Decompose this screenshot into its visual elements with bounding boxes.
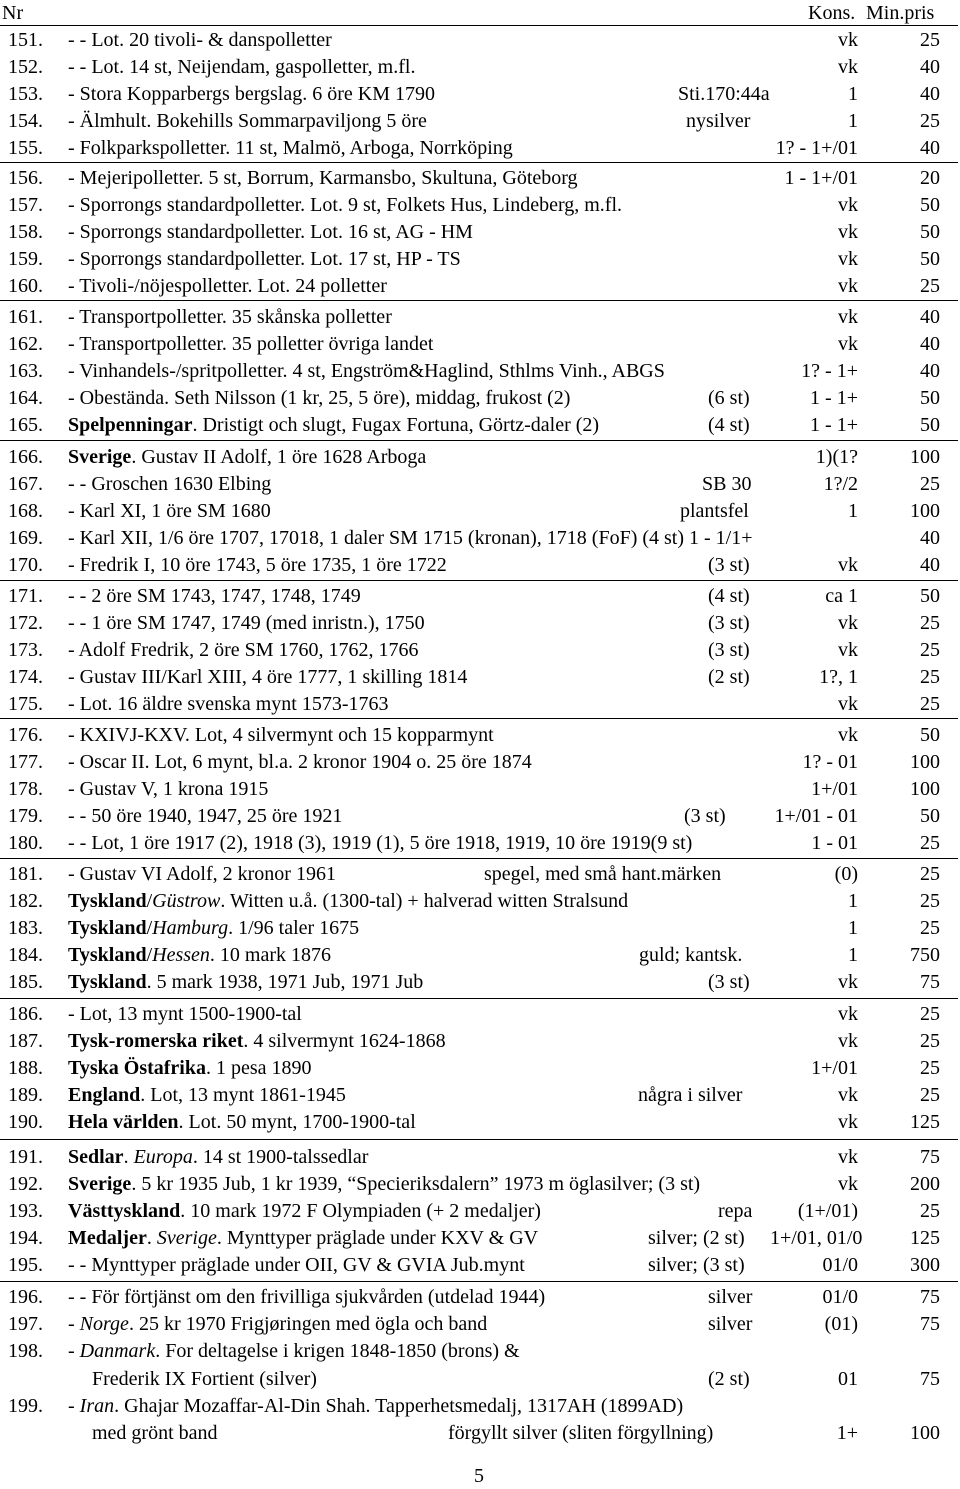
lot-note: (2 st) [708,666,750,688]
lot-row [0,1171,960,1198]
lot-number: 157. [8,194,43,216]
lot-number: 181. [8,863,43,885]
lot-description: - Folkparkspolletter. 11 st, Malmö, Arboga, Norrköping [68,137,513,159]
lot-row [0,27,960,54]
lot-row [0,1082,960,1109]
lot-condition: vk [838,554,858,576]
lot-row [0,610,960,637]
lot-condition: 01 [838,1368,858,1390]
lot-row [0,1109,960,1136]
lot-row [0,552,960,579]
lot-row [0,246,960,273]
lot-condition: 1+/01 [811,778,858,800]
lot-condition: 1)(1? [815,446,858,468]
lot-minprice: 40 [920,306,940,328]
lot-minprice: 50 [920,387,940,409]
lot-number: 194. [8,1227,43,1249]
lot-number: 169. [8,527,43,549]
lot-minprice: 40 [920,360,940,382]
lot-description: - Sporrongs standardpolletter. Lot. 16 st, AG - HM [68,221,473,243]
lot-minprice: 100 [910,1422,940,1444]
lot-minprice: 200 [910,1173,940,1195]
lot-description: - Transportpolletter. 35 polletter övriga landet [68,333,434,355]
lot-number: 190. [8,1111,43,1133]
lot-description: - Stora Kopparbergs bergslag. 6 öre KM 1790 [68,83,435,105]
lot-row [0,192,960,219]
lot-condition: 1? - 01 [802,751,858,773]
lot-minprice: 75 [920,1368,940,1390]
lot-description: - Obeständа. Seth Nilsson (1 kr, 25, 5 öre), middag, frukost (2) [68,387,571,409]
lot-condition: 1+ [836,1422,858,1444]
lot-number: 183. [8,917,43,939]
lot-description: - Fredrik I, 10 öre 1743, 5 öre 1735, 1 öre 1722 [68,554,447,576]
lot-condition: 1+/01 [811,1057,858,1079]
lot-condition: vk [838,194,858,216]
lot-number: 155. [8,137,43,159]
lot-number: 153. [8,83,43,105]
lot-condition: ca 1 [825,585,858,607]
lot-minprice: 40 [920,137,940,159]
lot-number: 189. [8,1084,43,1106]
lot-description: England. Lot, 13 mynt 1861-1945 [68,1084,346,1106]
lot-condition: 1?, 1 [819,666,858,688]
lot-condition: 01/0 [822,1254,858,1276]
lot-number: 195. [8,1254,43,1276]
lot-row [0,165,960,192]
lot-note: silver; (3 st) [648,1254,745,1276]
lot-number: 166. [8,446,43,468]
lot-description: - Norge. 25 kr 1970 Frigjøringen med ögla och band [68,1313,488,1335]
lot-minprice: 100 [910,446,940,468]
group-divider [0,580,958,581]
lot-row [0,1198,960,1225]
lot-condition: 1 [848,83,858,105]
lot-description: - - Lot, 1 öre 1917 (2), 1918 (3), 1919 (1), 5 öre 1918, 1919, 10 öre 1919(9 st) [68,832,693,854]
lot-description: - Vinhandels-/spritpolletter. 4 st, Engström&Haglind, Sthlms Vinh., ABGS [68,360,665,382]
lot-condition: vk [838,248,858,270]
lot-condition: 1 - 1+ [810,414,858,436]
lot-number: 161. [8,306,43,328]
lot-number: 164. [8,387,43,409]
lot-description: Tyskland/Hamburg. 1/96 taler 1675 [68,917,360,939]
lot-number: 193. [8,1200,43,1222]
lot-minprice: 25 [920,473,940,495]
lot-number: 187. [8,1030,43,1052]
lot-number: 178. [8,778,43,800]
lot-minprice: 75 [920,1146,940,1168]
lot-note: silver [708,1313,753,1335]
lot-row [0,861,960,888]
lot-note: (3 st) [708,971,750,993]
lot-description: - - Groschen 1630 Elbing [68,473,272,495]
lot-note: silver; (2 st) [648,1227,745,1249]
lot-note: nysilver [686,110,751,132]
lot-number: 152. [8,56,43,78]
lot-note: Sti.170:44a [678,83,770,105]
lot-row [0,1420,960,1447]
group-divider [0,1281,958,1282]
lot-condition: 1? - 1+/01 [775,137,858,159]
lot-description: - Gustav III/Karl XIII, 4 öre 1777, 1 skilling 1814 [68,666,468,688]
lot-condition: vk [838,639,858,661]
lot-description: - Sporrongs standardpolletter. Lot. 9 st, Folkets Hus, Lindeberg, m.fl. [68,194,623,216]
lot-row [0,888,960,915]
lot-description: Medaljer. Sverige. Mynttyper präglade under KXV & GV [68,1227,539,1249]
lot-note: repa [718,1200,753,1222]
lot-number: 184. [8,944,43,966]
lot-description: - Transportpolletter. 35 skånska polletter [68,306,392,328]
group-divider [0,718,958,719]
header-nr: Nr [2,2,24,24]
lot-condition: 1 - 1+ [810,387,858,409]
lot-description: - - Mynttyper präglade under OII, GV & GVIA Jub.mynt [68,1254,525,1276]
lot-minprice: 125 [910,1111,940,1133]
lot-minprice: 25 [920,1003,940,1025]
lot-number: 177. [8,751,43,773]
lot-condition: 1 - 1+/01 [784,167,858,189]
lot-condition: vk [838,1146,858,1168]
lot-note: några i silver [638,1084,743,1106]
lot-condition: 1 - 01 [811,832,858,854]
lot-condition: vk [838,275,858,297]
lot-number: 192. [8,1173,43,1195]
lot-description: - Älmhult. Bokehills Sommarpaviljong 5 öre [68,110,427,132]
lot-minprice: 25 [920,917,940,939]
lot-minprice: 50 [920,221,940,243]
lot-row [0,135,960,162]
lot-row [0,691,960,718]
lot-condition: 1+/01, 01/0 [770,1227,863,1249]
lot-minprice: 25 [920,1200,940,1222]
lot-number: 180. [8,832,43,854]
lot-minprice: 25 [920,693,940,715]
lot-description: - - 50 öre 1940, 1947, 25 öre 1921 [68,805,343,827]
lot-description: Frederik IX Fortient (silver) [92,1368,317,1390]
lot-number: 162. [8,333,43,355]
lot-minprice: 40 [920,83,940,105]
lot-condition: vk [838,1173,858,1195]
header-kons: Kons. [808,2,856,24]
lot-number: 168. [8,500,43,522]
lot-number: 173. [8,639,43,661]
lot-minprice: 125 [910,1227,940,1249]
lot-description: Spelpenningar. Dristigt och slugt, Fugax Fortuna, Görtz-daler (2) [68,414,600,436]
lot-minprice: 40 [920,554,940,576]
lot-description: Sedlar. Europa. 14 st 1900-talssedlar [68,1146,369,1168]
lot-description: - Gustav V, 1 krona 1915 [68,778,269,800]
lot-condition: vk [838,1084,858,1106]
lot-number: 159. [8,248,43,270]
group-divider [0,300,958,301]
lot-condition: vk [838,612,858,634]
lot-description: - Tivoli-/nöjespolletter. Lot. 24 polletter [68,275,387,297]
lot-condition: 1?/2 [823,473,858,495]
lot-number: 163. [8,360,43,382]
lot-note: guld; kantsk. [639,944,743,966]
group-divider [0,858,958,859]
lot-number: 165. [8,414,43,436]
lot-description: Västtyskland. 10 mark 1972 F Olympiaden (+ 2 medaljer) [68,1200,541,1222]
lot-number: 174. [8,666,43,688]
lot-row [0,803,960,830]
lot-condition: (1+/01) [797,1200,858,1222]
lot-minprice: 40 [920,56,940,78]
lot-description: med grönt band [92,1422,218,1444]
lot-minprice: 750 [910,944,940,966]
lot-number: 197. [8,1313,43,1335]
lot-number: 158. [8,221,43,243]
lot-note: SB 30 [702,473,752,495]
lot-condition: 1+/01 - 01 [774,805,858,827]
lot-note: plantsfel [680,500,749,522]
lot-description: Tyskland/Güstrow. Witten u.å. (1300-tal) + halverad witten Stralsund [68,890,629,912]
lot-minprice: 25 [920,1030,940,1052]
lot-minprice: 75 [920,1313,940,1335]
lot-row [0,942,960,969]
lot-description: - - För förtjänst om den frivilliga sjukvården (utdelad 1944) [68,1286,546,1308]
group-divider [0,162,958,163]
lot-row [0,1055,960,1082]
lot-number: 186. [8,1003,43,1025]
lot-condition: vk [838,56,858,78]
lot-row [0,915,960,942]
lot-row [0,1144,960,1171]
lot-minprice: 50 [920,805,940,827]
lot-description: - Gustav VI Adolf, 2 kronor 1961 [68,863,336,885]
lot-note: (6 st) [708,387,750,409]
lot-condition: (01) [824,1313,858,1335]
lot-number: 191. [8,1146,43,1168]
lot-row [0,1338,960,1365]
lot-description: - - 1 öre SM 1747, 1749 (med inristn.), 1750 [68,612,425,634]
lot-minprice: 25 [920,666,940,688]
lot-minprice: 25 [920,863,940,885]
lot-description: - Lot, 13 mynt 1500-1900-tal [68,1003,302,1025]
lot-number: 198. [8,1340,43,1362]
lot-number: 196. [8,1286,43,1308]
group-divider [0,998,958,999]
lot-minprice: 20 [920,167,940,189]
lot-description: - Iran. Ghajar Mozaffar-Al-Din Shah. Tapperhetsmedalj, 1317AH (1899AD) [68,1395,684,1417]
lot-number: 172. [8,612,43,634]
lot-description: - Oscar II. Lot, 6 mynt, bl.a. 2 kronor 1904 o. 25 öre 1874 [68,751,532,773]
lot-row [0,722,960,749]
lot-minprice: 40 [920,333,940,355]
group-divider [0,1139,958,1140]
lot-row [0,830,960,857]
lot-minprice: 100 [910,751,940,773]
header-divider [0,25,958,26]
lot-row [0,1284,960,1311]
lot-row [0,1001,960,1028]
lot-row [0,637,960,664]
lot-description: Tyskland/Hessen. 10 mark 1876 [68,944,331,966]
lot-minprice: 25 [920,1057,940,1079]
lot-number: 188. [8,1057,43,1079]
header-minpris: Min.pris [866,2,935,24]
lot-condition: vk [838,724,858,746]
lot-row [0,969,960,996]
lot-description: - - 2 öre SM 1743, 1747, 1748, 1749 [68,585,361,607]
lot-row [0,412,960,439]
lot-note: spegel, med små hant.märken [484,863,722,885]
lot-number: 170. [8,554,43,576]
lot-number: 175. [8,693,43,715]
lot-condition: vk [838,693,858,715]
lot-row [0,1252,960,1279]
lot-row [0,776,960,803]
lot-note: (4 st) [708,585,750,607]
lot-description: - Karl XII, 1/6 öre 1707, 17018, 1 daler SM 1715 (kronan), 1718 (FoF) (4 st) 1 - 1/1+ [68,527,753,549]
lot-minprice: 40 [920,527,940,549]
lot-condition: 1 [848,500,858,522]
lot-description: Sverige. 5 kr 1935 Jub, 1 kr 1939, “Specieriksdalern” 1973 m öglasilver; (3 st) [68,1173,701,1195]
lot-number: 160. [8,275,43,297]
lot-condition: vk [838,1003,858,1025]
lot-condition: (0) [834,863,858,885]
lot-number: 182. [8,890,43,912]
lot-description: - Mejeripolletter. 5 st, Borrum, Karmansbo, Skultuna, Göteborg [68,167,578,189]
lot-minprice: 50 [920,724,940,746]
lot-number: 179. [8,805,43,827]
lot-row [0,331,960,358]
lot-description: - - Lot. 14 st, Neijendam, gaspolletter, m.fl. [68,56,416,78]
lot-row [0,219,960,246]
lot-condition: vk [838,29,858,51]
lot-condition: vk [838,306,858,328]
lot-row [0,1028,960,1055]
lot-row [0,749,960,776]
lot-number: 151. [8,29,43,51]
lot-condition: vk [838,971,858,993]
lot-number: 154. [8,110,43,132]
lot-description: - KXIVJ-KXV. Lot, 4 silvermynt och 15 kopparmynt [68,724,494,746]
lot-minprice: 25 [920,29,940,51]
lot-description: Tyska Östafrika. 1 pesa 1890 [68,1057,312,1079]
lot-condition: 1 [848,917,858,939]
lot-number: 156. [8,167,43,189]
lot-condition: vk [838,1030,858,1052]
lot-number: 176. [8,724,43,746]
lot-note: (2 st) [708,1368,750,1390]
lot-description: - Lot. 16 äldre svenska mynt 1573-1763 [68,693,389,715]
lot-number: 171. [8,585,43,607]
lot-condition: 1? - 1+ [801,360,858,382]
lot-note: (3 st) [708,612,750,634]
page-number: 5 [474,1465,484,1487]
lot-condition: vk [838,1111,858,1133]
lot-row [0,498,960,525]
lot-description: - Danmark. For deltagelse i krigen 1848-1850 (brons) & [68,1340,520,1362]
lot-row [0,1366,960,1393]
group-divider [0,440,958,441]
lot-note: förgyllt silver (sliten förgyllning) [448,1422,714,1444]
lot-minprice: 25 [920,890,940,912]
lot-description: - Sporrongs standardpolletter. Lot. 17 st, HP - TS [68,248,461,270]
lot-row [0,583,960,610]
lot-minprice: 100 [910,778,940,800]
lot-row [0,1311,960,1338]
lot-row [0,1225,960,1252]
lot-row [0,471,960,498]
lot-note: (3 st) [708,554,750,576]
lot-number: 185. [8,971,43,993]
lot-row [0,273,960,300]
lot-minprice: 50 [920,414,940,436]
lot-row [0,54,960,81]
lot-row [0,81,960,108]
lot-description: Tyskland. 5 mark 1938, 1971 Jub, 1971 Jub [68,971,424,993]
lot-row [0,358,960,385]
lot-condition: 1 [848,890,858,912]
lot-number: 167. [8,473,43,495]
lot-minprice: 50 [920,248,940,270]
lot-minprice: 25 [920,1084,940,1106]
lot-condition: vk [838,221,858,243]
lot-number: 199. [8,1395,43,1417]
lot-minprice: 300 [910,1254,940,1276]
lot-note: silver [708,1286,753,1308]
lot-minprice: 25 [920,275,940,297]
lot-description: Tysk-romerska riket. 4 silvermynt 1624-1868 [68,1030,446,1052]
lot-description: Hela världen. Lot. 50 mynt, 1700-1900-tal [68,1111,416,1133]
lot-minprice: 75 [920,971,940,993]
lot-minprice: 100 [910,500,940,522]
lot-row [0,1393,960,1420]
lot-minprice: 50 [920,585,940,607]
lot-row [0,304,960,331]
lot-note: (4 st) [708,414,750,436]
lot-row [0,385,960,412]
lot-condition: 1 [848,944,858,966]
lot-row [0,664,960,691]
lot-description: - - Lot. 20 tivoli- & danspolletter [68,29,332,51]
lot-condition: 1 [848,110,858,132]
lot-row [0,444,960,471]
lot-minprice: 50 [920,194,940,216]
lot-description: - Adolf Fredrik, 2 öre SM 1760, 1762, 1766 [68,639,419,661]
lot-row [0,525,960,552]
lot-description: - Karl XI, 1 öre SM 1680 [68,500,271,522]
lot-minprice: 25 [920,110,940,132]
column-header [0,0,960,26]
lot-minprice: 25 [920,639,940,661]
lot-minprice: 25 [920,612,940,634]
lot-description: Sverige. Gustav II Adolf, 1 öre 1628 Arboga [68,446,427,468]
lot-condition: 01/0 [822,1286,858,1308]
lot-row [0,108,960,135]
lot-condition: vk [838,333,858,355]
lot-minprice: 75 [920,1286,940,1308]
lot-note: (3 st) [708,639,750,661]
lot-note: (3 st) [684,805,726,827]
lot-minprice: 25 [920,832,940,854]
